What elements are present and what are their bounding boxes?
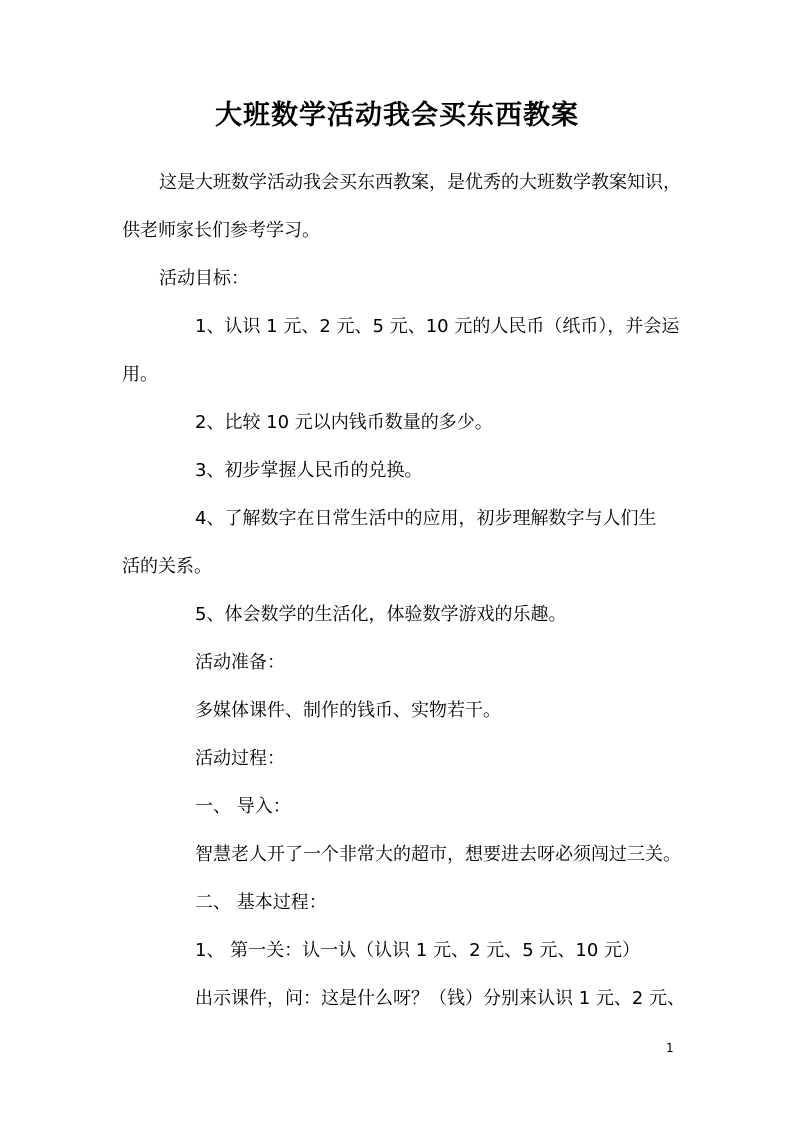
list-item: 4、了解数字在日常生活中的应用，初步理解数字与人们生 [195, 508, 657, 529]
list-item: 1、认识 1 元、2 元、5 元、10 元的人民币（纸币），并会运 [195, 316, 680, 337]
paragraph-line: 出示课件，问：这是什么呀？（钱）分别来认识 1 元、2 元、 [195, 988, 686, 1009]
paragraph-line: 这是大班数学活动我会买东西教案，是优秀的大班数学教案知识， [159, 172, 681, 193]
paragraph-line: 供老师家长们参考学习。 [122, 220, 320, 241]
list-item: 1、 第一关：认一认（认识 1 元、2 元、5 元、10 元） [195, 940, 641, 961]
subsection-heading: 一、 导入： [195, 796, 291, 817]
page-number: 1 [666, 1041, 674, 1055]
paragraph-line: 多媒体课件、制作的钱币、实物若干。 [195, 700, 501, 721]
section-heading: 活动准备： [195, 652, 285, 673]
list-item: 3、初步掌握人民币的兑换。 [195, 460, 423, 481]
list-item: 2、比较 10 元以内钱币数量的多少。 [195, 412, 493, 433]
list-item: 5、体会数学的生活化，体验数学游戏的乐趣。 [195, 604, 567, 625]
subsection-heading: 二、 基本过程： [195, 892, 327, 913]
section-heading: 活动目标： [159, 268, 249, 289]
paragraph-line: 智慧老人开了一个非常大的超市，想要进去呀必须闯过三关。 [195, 844, 681, 865]
document-title: 大班数学活动我会买东西教案 [215, 100, 579, 131]
list-item-continuation: 用。 [122, 364, 158, 385]
section-heading: 活动过程： [195, 748, 285, 769]
list-item-continuation: 活的关系。 [122, 556, 212, 577]
